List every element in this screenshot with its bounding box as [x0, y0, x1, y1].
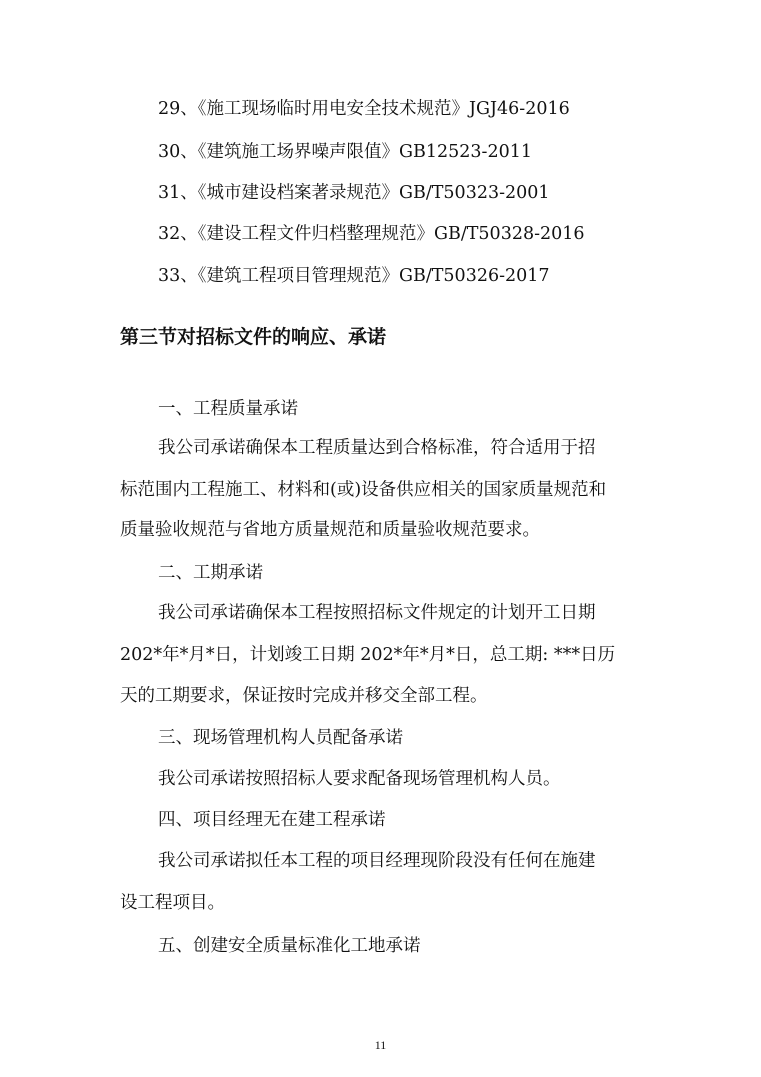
paragraph-line: 202*年*月*日，计划竣工日期 202*年*月*日，总工期: ***日历 [120, 645, 616, 665]
paragraph-line: 我公司承诺确保本工程质量达到合格标准，符合适用于招 [158, 438, 596, 458]
paragraph-line: 标范围内工程施工、材料和(或)设备供应相关的国家质量规范和 [120, 480, 607, 500]
reference-item: 29、《施工现场临时用电安全技术规范》JGJ46-2016 [158, 99, 570, 119]
page-number: 11 [374, 1038, 387, 1052]
section-title: 第三节对招标文件的响应、承诺 [120, 326, 387, 348]
commitment-heading: 四、项目经理无在建工程承诺 [158, 810, 386, 830]
paragraph-line: 设工程项目。 [120, 893, 225, 913]
reference-item: 30、《建筑施工场界噪声限值》GB12523-2011 [158, 142, 532, 162]
reference-item: 33、《建筑工程项目管理规范》GB/T50326-2017 [158, 266, 550, 286]
commitment-heading: 五、创建安全质量标准化工地承诺 [158, 936, 421, 956]
commitment-heading: 二、工期承诺 [158, 563, 263, 583]
commitment-heading: 三、现场管理机构人员配备承诺 [158, 728, 403, 748]
paragraph-line: 质量验收规范与省地方质量规范和质量验收规范要求。 [120, 520, 540, 540]
reference-item: 31、《城市建设档案著录规范》GB/T50323-2001 [158, 183, 550, 203]
reference-item: 32、《建设工程文件归档整理规范》GB/T50328-2016 [158, 224, 585, 244]
paragraph-line: 我公司承诺按照招标人要求配备现场管理机构人员。 [158, 769, 561, 789]
commitment-heading: 一、工程质量承诺 [158, 399, 298, 419]
paragraph-line: 我公司承诺拟任本工程的项目经理现阶段没有任何在施建 [158, 851, 596, 871]
paragraph-line: 我公司承诺确保本工程按照招标文件规定的计划开工日期 [158, 603, 596, 623]
paragraph-line: 天的工期要求，保证按时完成并移交全部工程。 [120, 686, 488, 706]
